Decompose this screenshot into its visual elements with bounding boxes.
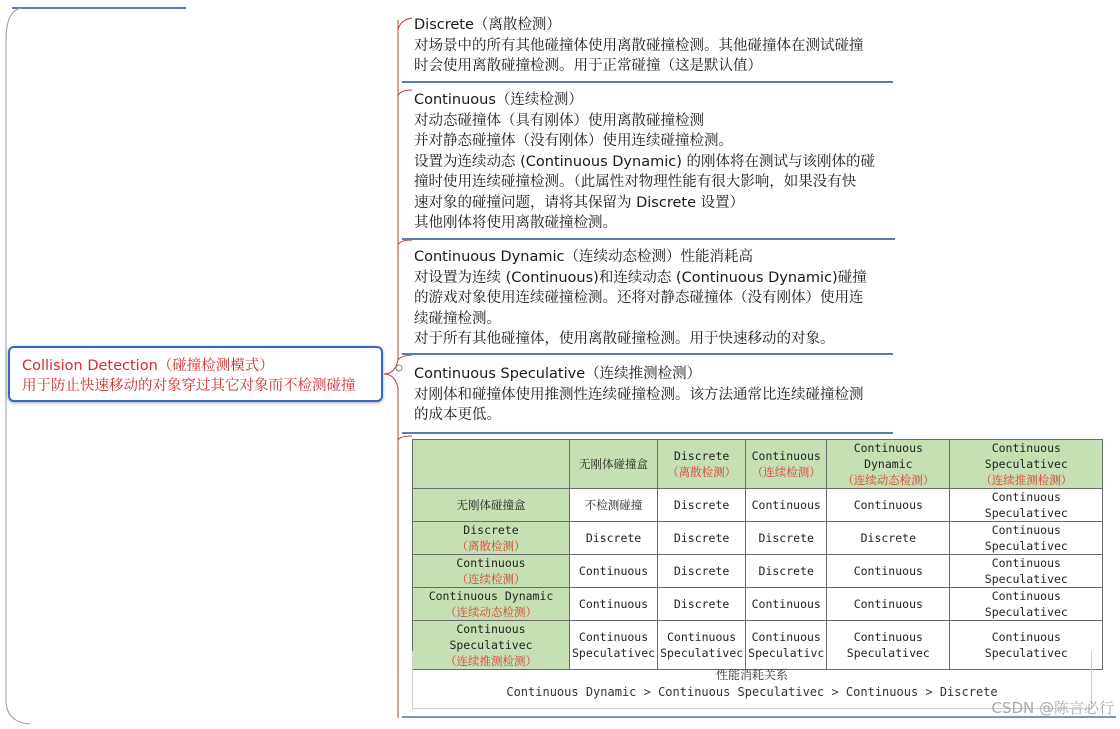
- table-cell: Continuous Speculativec: [950, 588, 1103, 621]
- node-discrete-underline: [402, 81, 893, 83]
- node-discrete-line: 对场景中的所有其他碰撞体使用离散碰撞检测。其他碰撞体在测试碰撞: [414, 37, 864, 54]
- node-continuous-speculative-line: 对刚体和碰撞体使用推测性连续碰撞检测。该方法通常比连续碰撞检测: [414, 386, 864, 403]
- row-head-cn: （连续推测检测）: [445, 654, 537, 668]
- table-cell: Continuous: [570, 588, 658, 621]
- node-continuous-line: 速对象的碰撞问题，请将其保留为 Discrete 设置）: [414, 194, 745, 211]
- node-continuous-speculative-line: 的成本更低。: [414, 407, 501, 423]
- node-continuous-dynamic-line: 的游戏对象使用连续碰撞检测。还将对静态碰撞体（没有刚体）使用连: [414, 290, 864, 306]
- table-cell: Continuous: [827, 555, 950, 588]
- header-cn: （连续动态检测）: [842, 473, 935, 487]
- table-cell: Discrete: [570, 522, 658, 555]
- row-head-en: Continuous: [456, 556, 526, 570]
- node-continuous-dynamic-line: 续碰撞检测。: [414, 310, 501, 327]
- caption-title: 性能消耗关系: [715, 668, 788, 682]
- row-head-en: Continuous Dynamic: [428, 589, 554, 603]
- node-continuous-dynamic-title: Continuous Dynamic（连续动态检测）性能消耗高: [414, 249, 753, 265]
- table-cell: 不检测碰撞: [570, 489, 658, 522]
- row-head-cell: [413, 522, 570, 555]
- table-header-row: [413, 440, 1103, 489]
- collision-matrix-table: [412, 439, 1103, 670]
- header-en: 无刚体碰撞盒: [579, 457, 649, 471]
- table-row: [413, 522, 1103, 555]
- root-node-collision-detection[interactable]: [8, 346, 383, 402]
- node-continuous-speculative[interactable]: [414, 364, 864, 426]
- node-discrete[interactable]: [414, 15, 864, 77]
- table-cell: Continuous: [827, 588, 950, 621]
- table-cell: Continuous Speculativec: [658, 621, 746, 670]
- node-continuous-line: 撞时使用连续碰撞检测。（此属性对物理性能有很大影响，如果没有快: [414, 174, 857, 190]
- header-en: Continuous Speculativec: [984, 441, 1068, 471]
- node-continuous-dynamic[interactable]: [414, 247, 867, 350]
- table-cell: Continuous: [827, 489, 950, 522]
- table-cell: Continuous Speculativec: [827, 621, 950, 670]
- table-cell: Discrete: [658, 588, 746, 621]
- table-header-cell: [746, 440, 827, 489]
- node-continuous[interactable]: [414, 90, 875, 234]
- table-row: [413, 489, 1103, 522]
- row-head-cell: [413, 555, 570, 588]
- table-cell: Discrete: [746, 555, 827, 588]
- table-cell: Discrete: [658, 522, 746, 555]
- node-continuous-line: 设置为连续动态 (Continuous Dynamic) 的刚体将在测试与该刚体的碰: [414, 153, 875, 170]
- header-cn: （连续推测检测）: [980, 473, 1073, 487]
- node-continuous-underline: [402, 238, 895, 240]
- root-subtitle: 用于防止快速移动的对象穿过其它对象而不检测碰撞: [22, 378, 356, 394]
- table-header-cell: [827, 440, 950, 489]
- row-head-en: Continuous Speculativec: [449, 622, 533, 652]
- node-continuous-title: Continuous（连续检测）: [414, 92, 583, 108]
- table-caption: [412, 651, 1092, 709]
- table-cell: Continuous Speculativec: [950, 522, 1103, 555]
- table-cell: Discrete: [827, 522, 950, 555]
- root-title: Collision Detection（碰撞检测模式）: [22, 358, 274, 374]
- caption-order: Continuous Dynamic > Continuous Speculativec > Continuous > Discrete: [506, 685, 998, 699]
- table-cell: Discrete: [658, 555, 746, 588]
- row-head-cell: [413, 588, 570, 621]
- table-cell: Continuous: [746, 489, 827, 522]
- node-continuous-dynamic-underline: [402, 353, 893, 355]
- node-discrete-line: 时会使用离散碰撞检测。用于正常碰撞（这是默认值）: [414, 58, 762, 74]
- table-cell: Continuous: [570, 555, 658, 588]
- header-en: Continuous: [751, 449, 821, 463]
- table-header-cell: [950, 440, 1103, 489]
- node-continuous-speculative-title: Continuous Speculative（连续推测检测）: [414, 366, 702, 382]
- table-cell: Continuous: [746, 588, 827, 621]
- header-en: Continuous Dynamic: [853, 441, 923, 471]
- header-cn: （离散检测）: [667, 465, 737, 479]
- node-discrete-title: Discrete（离散检测）: [414, 17, 561, 33]
- header-en: Discrete: [673, 449, 730, 463]
- table-row: [413, 555, 1103, 588]
- table-cell: Continuous Speculativec: [570, 621, 658, 670]
- node-continuous-line: 其他刚体将使用离散碰撞检测。: [414, 215, 617, 231]
- table-cell: Continuous Speculativec: [950, 489, 1103, 522]
- table-cell: Continuous Speculativc: [746, 621, 827, 670]
- table-cell: Continuous Speculativec: [950, 621, 1103, 670]
- table-row: [413, 588, 1103, 621]
- table-cell: Discrete: [746, 522, 827, 555]
- node-continuous-line: 对动态碰撞体（具有刚体）使用离散碰撞检测: [414, 112, 704, 129]
- row-head-en: Discrete: [463, 523, 519, 537]
- row-head-cell: [413, 489, 570, 522]
- table-header-cell: [658, 440, 746, 489]
- row-head-cn: （连续动态检测）: [445, 605, 537, 619]
- node-continuous-dynamic-line: 对于所有其他碰撞体，使用离散碰撞检测。用于快速移动的对象。: [414, 331, 835, 347]
- table-cell: Discrete: [658, 489, 746, 522]
- row-head-cn: （离散检测）: [456, 539, 526, 553]
- node-continuous-line: 并对静态碰撞体（没有刚体）使用连续碰撞检测。: [414, 133, 733, 149]
- header-cn: （连续检测）: [751, 465, 821, 479]
- table-header-cell: [570, 440, 658, 489]
- row-head-cn: （连续检测）: [456, 572, 526, 586]
- table-corner-cell: [413, 440, 570, 489]
- node-continuous-dynamic-line: 对设置为连续 (Continuous)和连续动态 (Continuous Dynamic)碰撞: [414, 269, 867, 286]
- watermark: CSDN @陈言必行: [991, 699, 1114, 717]
- node-continuous-speculative-underline: [402, 432, 893, 434]
- table-cell: Continuous Speculativec: [950, 555, 1103, 588]
- row-head-en: 无刚体碰撞盒: [456, 498, 526, 512]
